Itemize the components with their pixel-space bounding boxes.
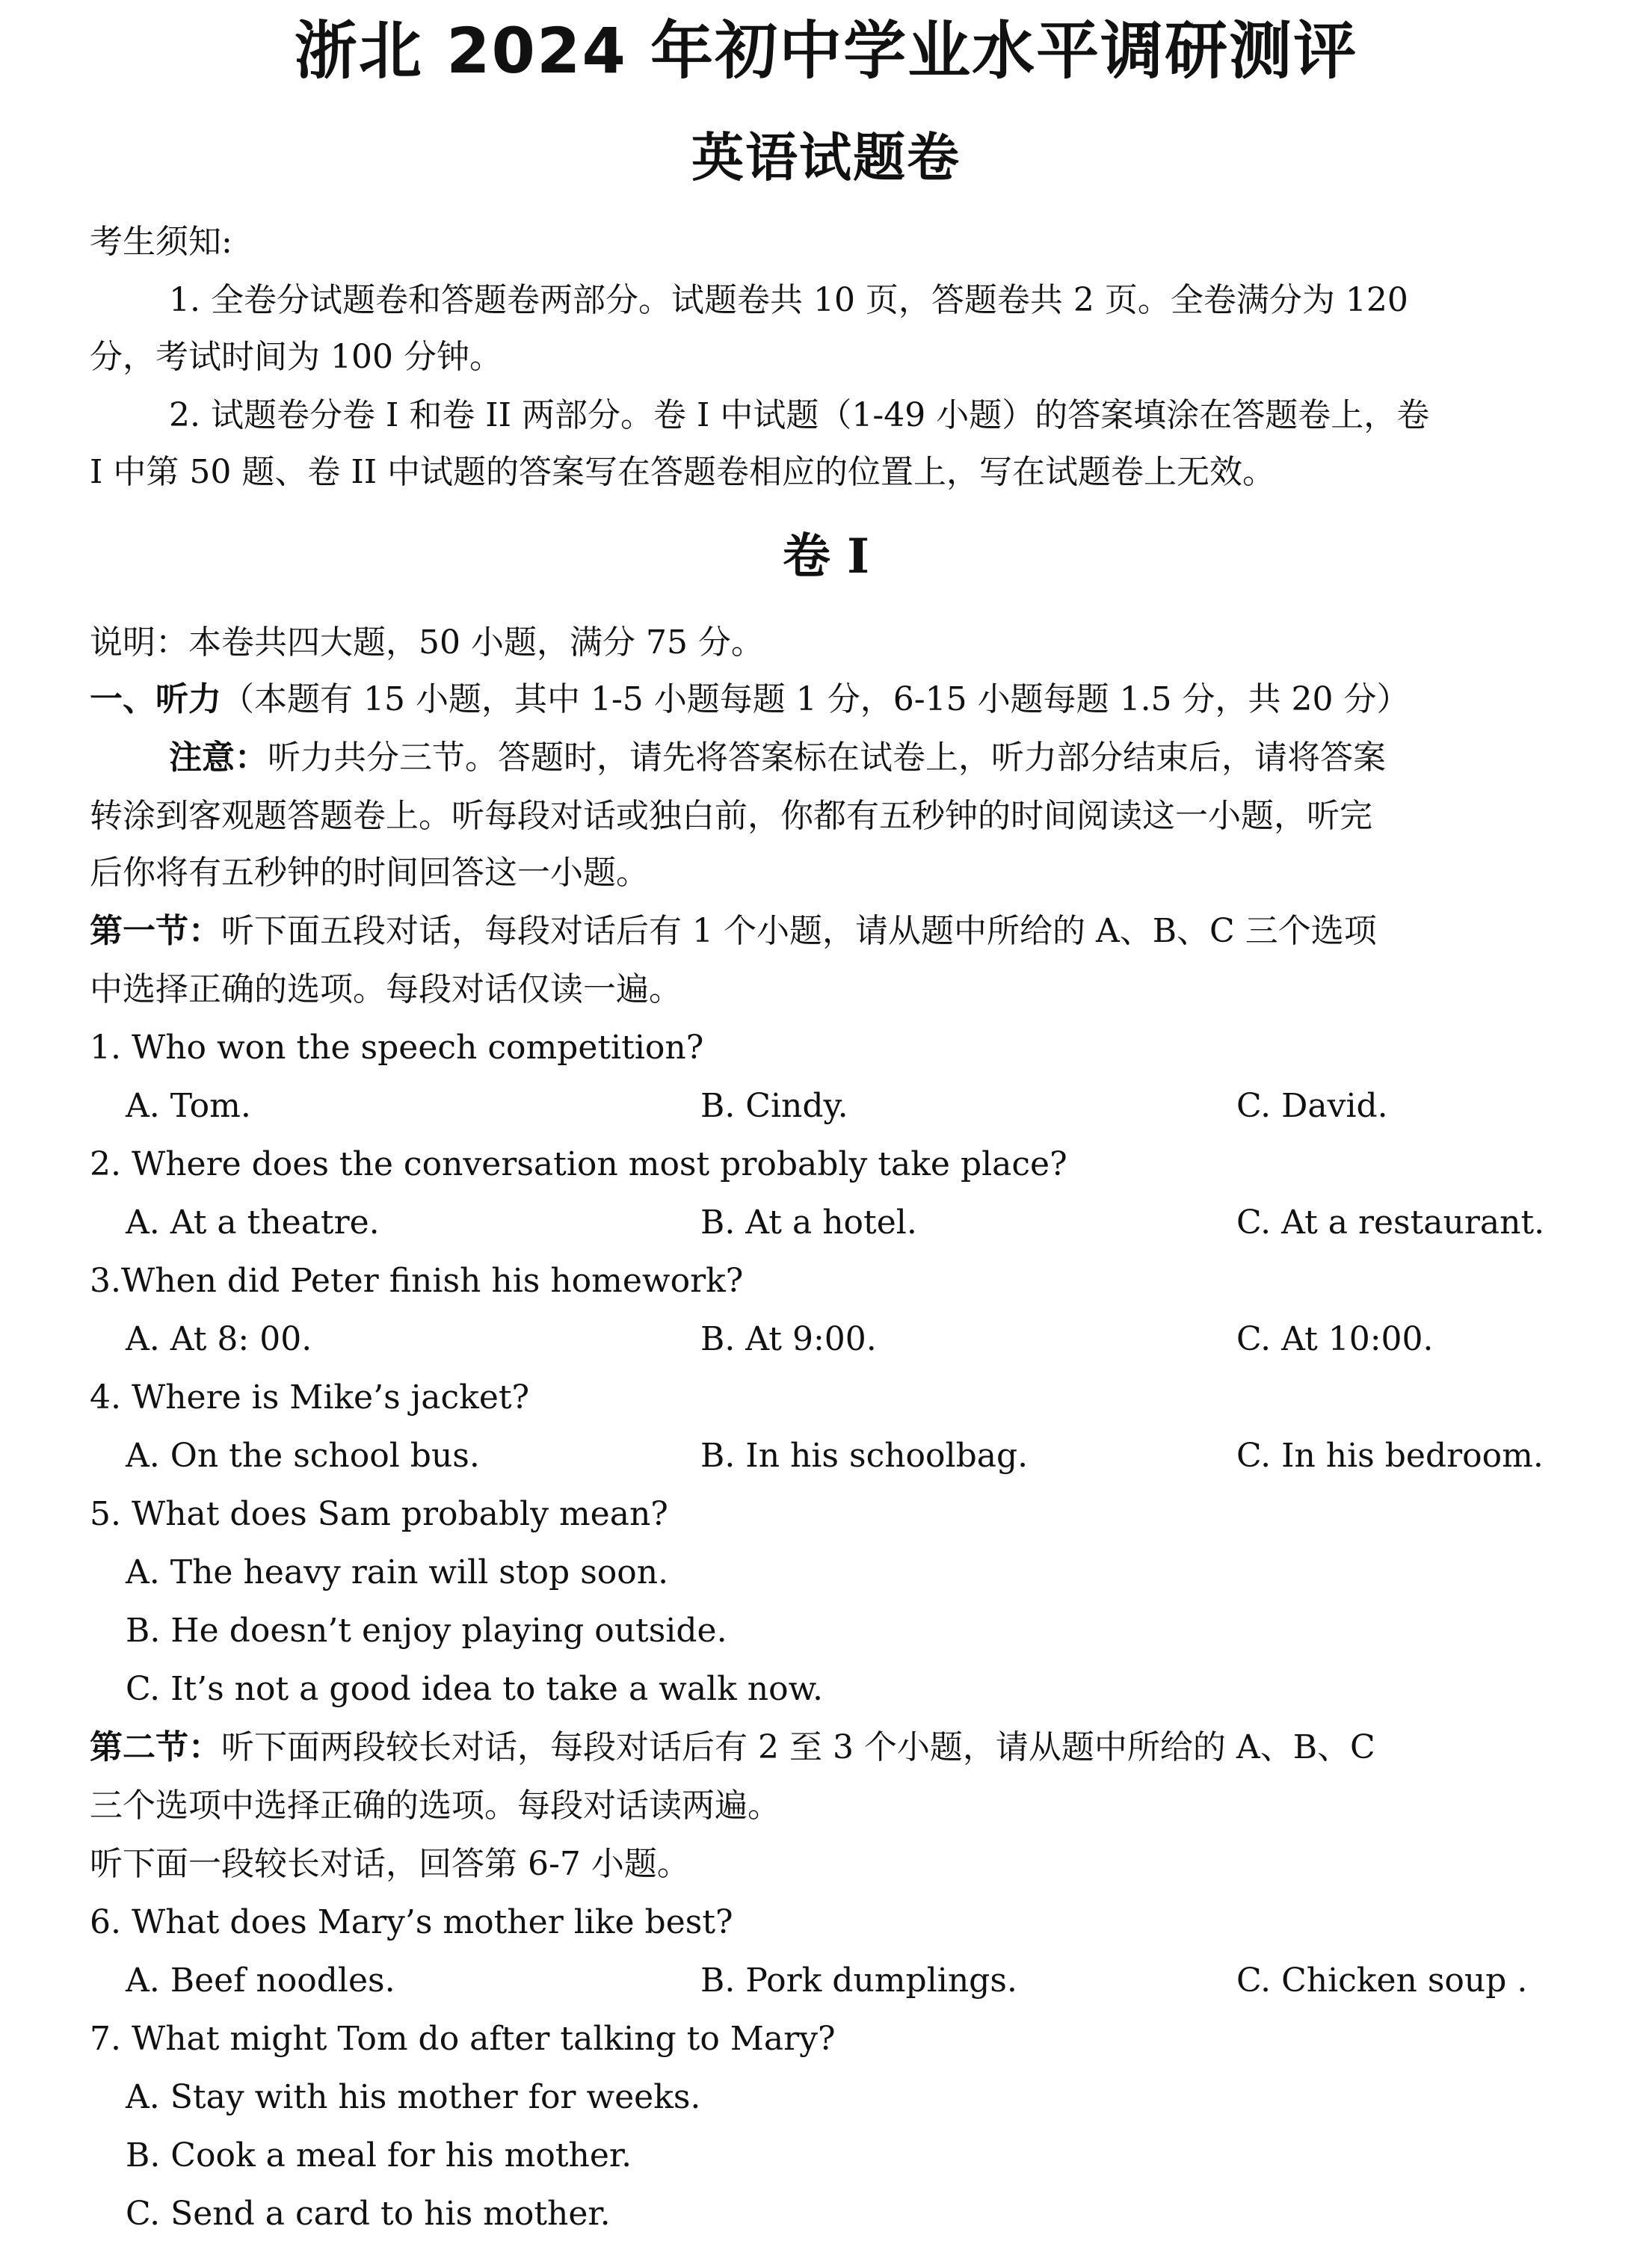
option-a: A. Stay with his mother for weeks. xyxy=(126,2078,701,2116)
part1-line2: 中选择正确的选项。每段对话仅读一遍。 xyxy=(90,970,682,1008)
section-heading-detail: （本题有 15 小题，其中 1-5 小题每题 1 分，6-15 小题每题 1.5 分，共 20 分） xyxy=(221,680,1410,718)
option-a: A. The heavy rain will stop soon. xyxy=(126,1553,669,1591)
notice-item1-line1: 1. 全卷分试题卷和答题卷两部分。试题卷共 10 页，答题卷共 2 页。全卷满分为 120 xyxy=(169,281,1408,319)
page-subtitle: 英语试题卷 xyxy=(691,127,961,188)
option-b: B. Cook a meal for his mother. xyxy=(126,2136,632,2175)
option-c: C. At a restaurant. xyxy=(1236,1203,1545,1242)
option-a: A. At a theatre. xyxy=(126,1203,380,1242)
section-heading-label: 一、听力 xyxy=(90,680,221,718)
question-stem: 2. Where does the conversation most probably take place? xyxy=(90,1145,1067,1183)
note-line1 xyxy=(169,737,1386,779)
part2-line2: 三个选项中选择正确的选项。每段对话读两遍。 xyxy=(90,1787,780,1825)
option-a: A. Tom. xyxy=(126,1087,251,1125)
option-b: B. He doesn’t enjoy playing outside. xyxy=(126,1612,727,1650)
option-c: C. It’s not a good idea to take a walk now. xyxy=(126,1670,824,1708)
option-a: A. On the school bus. xyxy=(126,1437,480,1475)
option-c: C. David. xyxy=(1236,1087,1388,1125)
part2-line1 xyxy=(90,1727,1375,1769)
note-line2: 转涂到客观题答题卷上。听每段对话或独白前，你都有五秒钟的时间阅读这一小题，听完 xyxy=(90,797,1372,835)
question-stem: 4. Where is Mike’s jacket? xyxy=(90,1378,530,1417)
option-a: A. Beef noodles. xyxy=(126,1961,395,2000)
part1-line1 xyxy=(90,910,1377,952)
notice-item2-line2: I 中第 50 题、卷 II 中试题的答案写在答题卷相应的位置上，写在试题卷上无效。 xyxy=(90,453,1276,491)
part2-instruction: 听下面一段较长对话，回答第 6-7 小题。 xyxy=(90,1845,690,1883)
note-label: 注意： xyxy=(169,739,268,777)
notice-item2-line1: 2. 试题卷分卷 I 和卷 II 两部分。卷 I 中试题（1-49 小题）的答案填涂在答题卷上，卷 xyxy=(169,396,1430,434)
note-text: 听力共分三节。答题时，请先将答案标在试卷上，听力部分结束后，请将答案 xyxy=(268,739,1386,777)
question-stem: 3.When did Peter finish his homework? xyxy=(90,1262,744,1300)
option-b: B. At a hotel. xyxy=(700,1203,917,1242)
option-b: B. Pork dumplings. xyxy=(700,1961,1017,2000)
question-stem: 6. What does Mary’s mother like best? xyxy=(90,1903,733,1941)
option-c: C. Send a card to his mother. xyxy=(126,2195,611,2233)
part1-label: 第一节： xyxy=(90,912,221,950)
section-heading xyxy=(90,679,1410,721)
question-stem: 7. What might Tom do after talking to Mary? xyxy=(90,2020,836,2058)
option-b: B. In his schoolbag. xyxy=(700,1437,1029,1475)
option-c: C. At 10:00. xyxy=(1236,1320,1434,1358)
option-b: B. Cindy. xyxy=(700,1087,848,1125)
part1-text: 听下面五段对话，每段对话后有 1 个小题，请从题中所给的 A、B、C 三个选项 xyxy=(221,912,1377,950)
notice-heading: 考生须知: xyxy=(90,223,232,261)
question-stem: 1. Who won the speech competition? xyxy=(90,1029,704,1067)
page-title: 浙北 2024 年初中学业水平调研测评 xyxy=(294,14,1358,87)
option-c: C. In his bedroom. xyxy=(1236,1437,1544,1475)
volume-title: 卷 I xyxy=(782,528,870,585)
option-c: C. Chicken soup . xyxy=(1236,1961,1528,2000)
part2-text: 听下面两段较长对话，每段对话后有 2 至 3 个小题，请从题中所给的 A、B、C xyxy=(221,1728,1375,1766)
option-b: B. At 9:00. xyxy=(700,1320,877,1358)
volume-description: 说明：本卷共四大题，50 小题，满分 75 分。 xyxy=(90,623,764,662)
option-a: A. At 8: 00. xyxy=(126,1320,312,1358)
part2-label: 第二节： xyxy=(90,1728,221,1766)
note-line3: 后你将有五秒钟的时间回答这一小题。 xyxy=(90,854,649,892)
question-stem: 5. What does Sam probably mean? xyxy=(90,1495,668,1533)
notice-item1-line2: 分，考试时间为 100 分钟。 xyxy=(90,338,502,376)
